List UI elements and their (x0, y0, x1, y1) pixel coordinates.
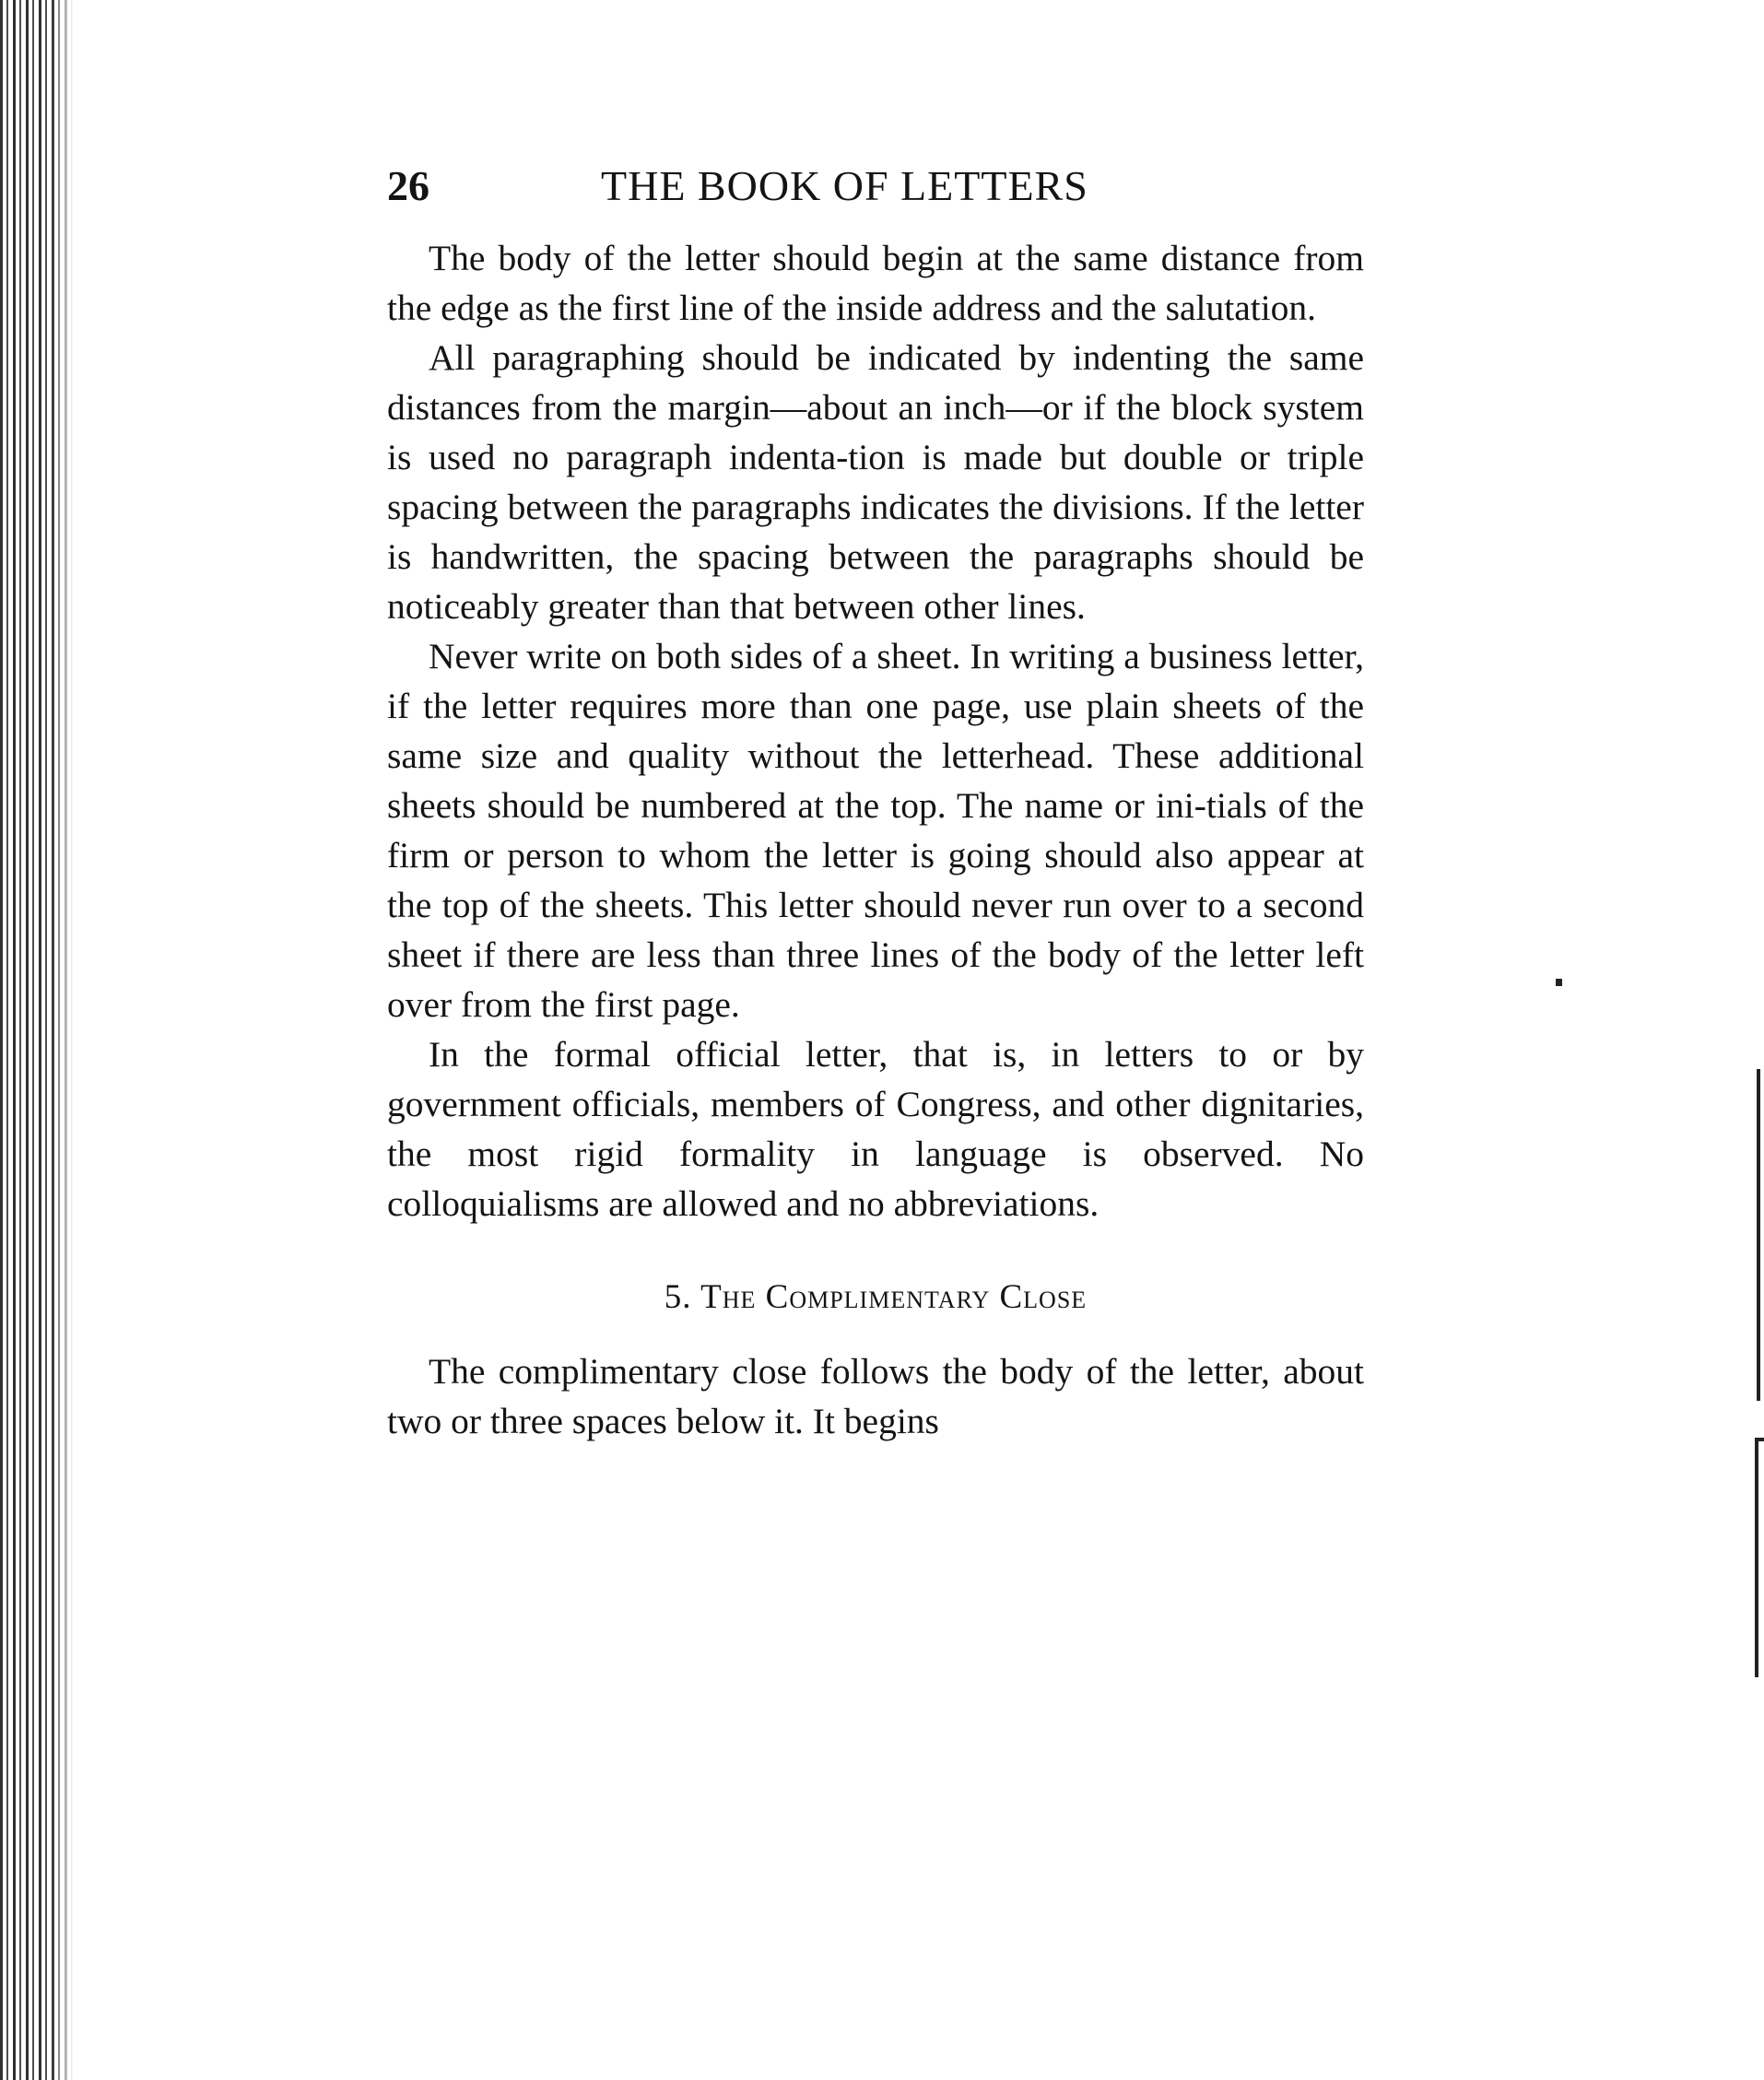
scan-edge-line (1757, 1069, 1760, 1401)
running-head (387, 159, 1364, 214)
paragraph-complimentary-close: The complimentary close follows the body of the letter, about two or three spaces below it. It begins (387, 1351, 1364, 1441)
binding-shadow (52, 0, 74, 2080)
paragraph-body-position: The body of the letter should begin at the same distance from the edge as the first line of the inside address and the salutation. (387, 238, 1364, 328)
body-text (387, 233, 1364, 1446)
paragraph-formal-official: In the formal official letter, that is, in letters to or by government officials, members of Congress, and other dignitaries, the most rigid formality in language is observed. No colloquialisms are allowed and no abbreviations. (387, 1034, 1364, 1224)
section-heading: 5. The Complimentary Close (664, 1278, 1088, 1316)
scan-edge-tick (1755, 1438, 1764, 1441)
book-title: THE BOOK OF LETTERS (601, 162, 1088, 209)
scan-edge-line-lower (1755, 1438, 1758, 1677)
scan-speck (1556, 979, 1562, 986)
paragraph-sheets: Never write on both sides of a sheet. In writing a business letter, if the letter requires more than one page, use plain sheets of the same size and quality without the letterhead. These additional sheets should be numbered at the top. The name or ini-tials of the firm or person to whom the letter is going should also appear at the top of the sheets. This letter should never run over to a second sheet if there are less than three lines of the body of the letter left over from the first page. (387, 636, 1364, 1025)
page-number: 26 (387, 162, 429, 209)
paragraph-paragraphing: All paragraphing should be indicated by indenting the same distances from the margin—about an inch—or if the block system is used no paragraph indenta-tion is made but double or triple spacing between the paragraphs indicates the divisions. If the letter is handwritten, the spacing between the paragraphs should be noticeably greater than that between other lines. (387, 337, 1364, 627)
